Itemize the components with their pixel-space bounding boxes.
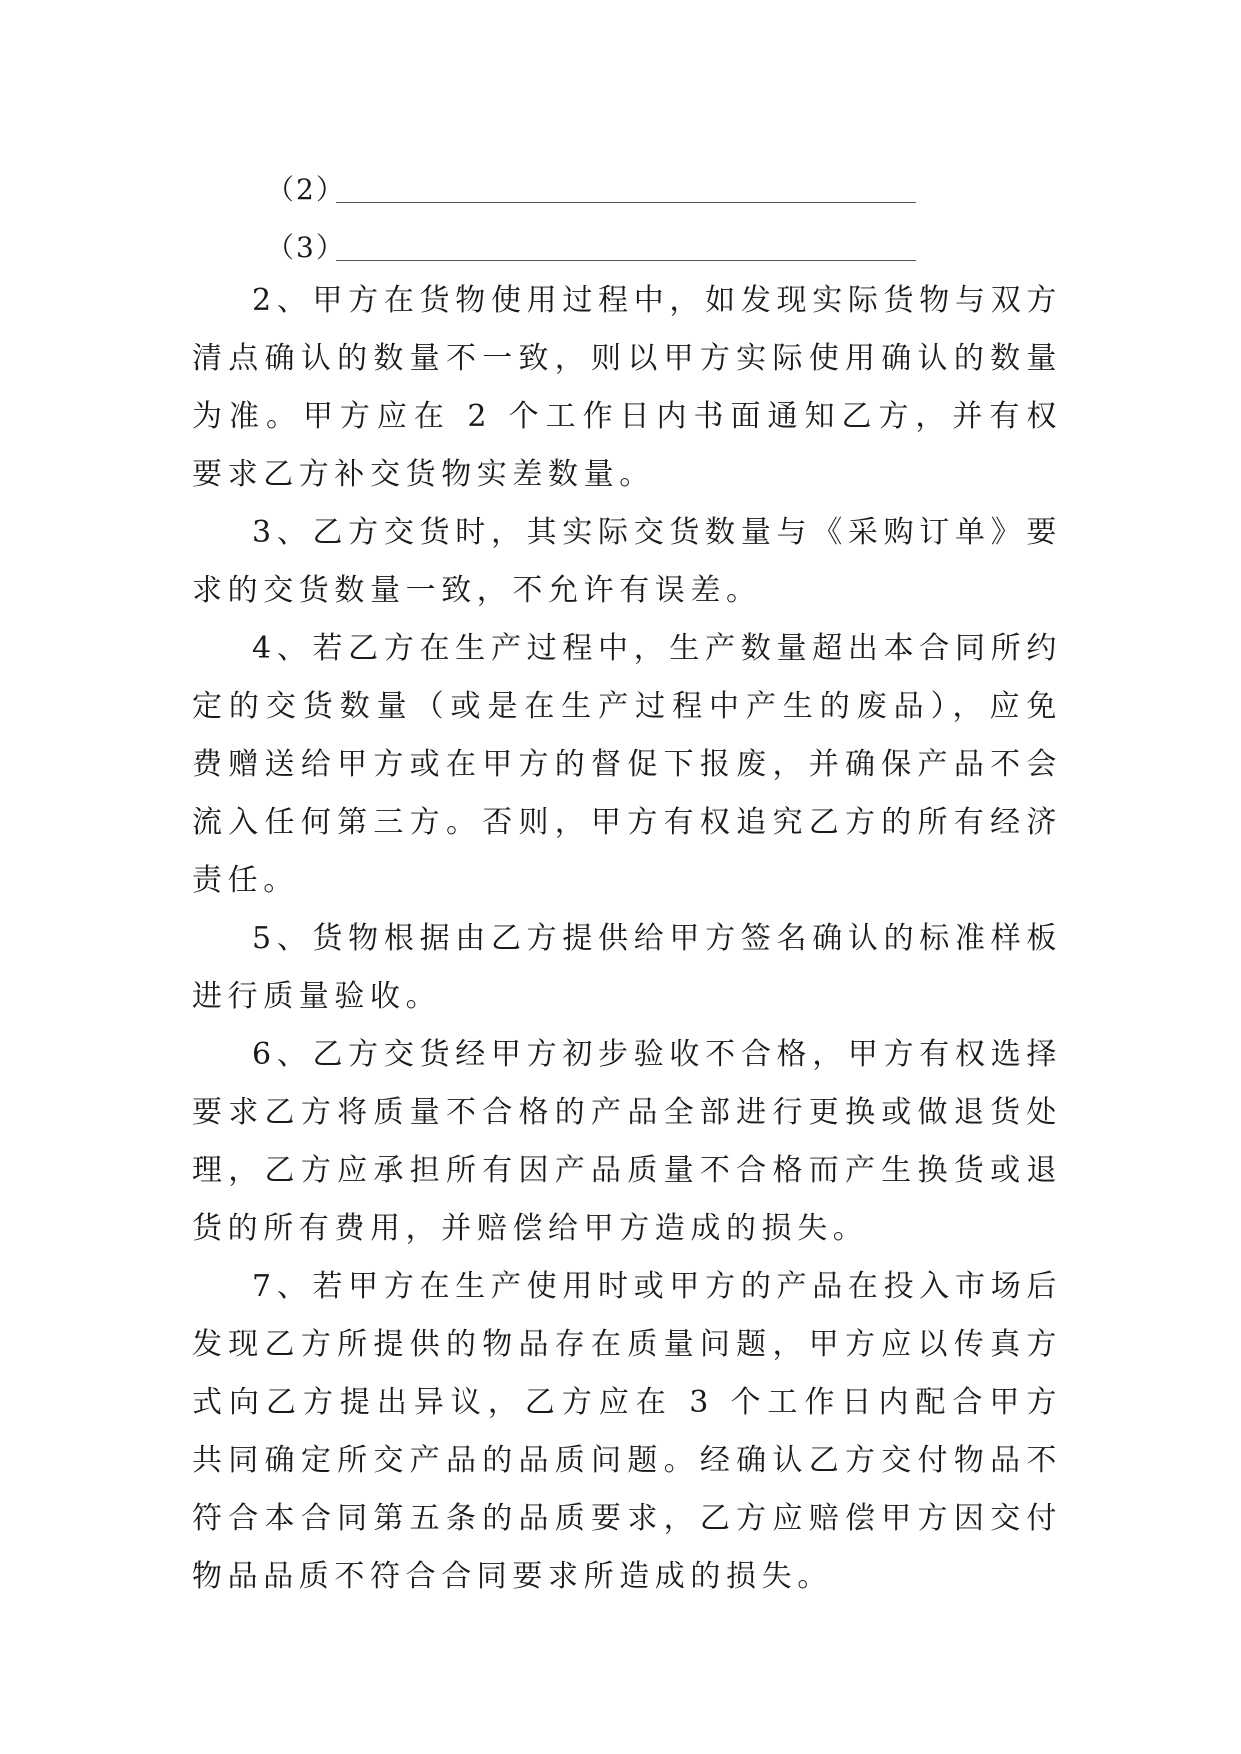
clause-6: 6、乙方交货经甲方初步验收不合格，甲方有权选择要求乙方将质量不合格的产品全部进行更换或做退货处理，乙方应承担所有因产品质量不合格而产生换货或退货的所有费用，并赔偿给甲方造成的损失。 bbox=[192, 1037, 1062, 1246]
fill-in-blank-line bbox=[336, 202, 916, 203]
blank-item-2 bbox=[266, 168, 916, 208]
item-number: （3） bbox=[266, 231, 346, 264]
blank-item-3 bbox=[266, 226, 916, 266]
clause-7: 7、若甲方在生产使用时或甲方的产品在投入市场后发现乙方所提供的物品存在质量问题，甲方应以传真方式向乙方提出异议，乙方应在 3 个工作日内配合甲方共同确定所交产品的品质问题。经确认乙方交付物品不符合本合同第五条的品质要求，乙方应赔偿甲方因交付物品品质不符合合同要求所造成的损失。 bbox=[192, 1269, 1062, 1594]
contract-body bbox=[192, 272, 1062, 1606]
clause-5: 5、货物根据由乙方提供给甲方签名确认的标准样板进行质量验收。 bbox=[192, 921, 1062, 1014]
clause-4: 4、若乙方在生产过程中，生产数量超出本合同所约定的交货数量（或是在生产过程中产生的废品），应免费赠送给甲方或在甲方的督促下报废，并确保产品不会流入任何第三方。否则，甲方有权追究乙方的所有经济责任。 bbox=[192, 631, 1062, 898]
fill-in-blank-line bbox=[336, 260, 916, 261]
item-number: （2） bbox=[266, 173, 346, 206]
clause-3: 3、乙方交货时，其实际交货数量与《采购订单》要求的交货数量一致，不允许有误差。 bbox=[192, 515, 1062, 608]
clause-2: 2、甲方在货物使用过程中，如发现实际货物与双方清点确认的数量不一致，则以甲方实际使用确认的数量为准。甲方应在 2 个工作日内书面通知乙方，并有权要求乙方补交货物实差数量。 bbox=[192, 283, 1062, 492]
